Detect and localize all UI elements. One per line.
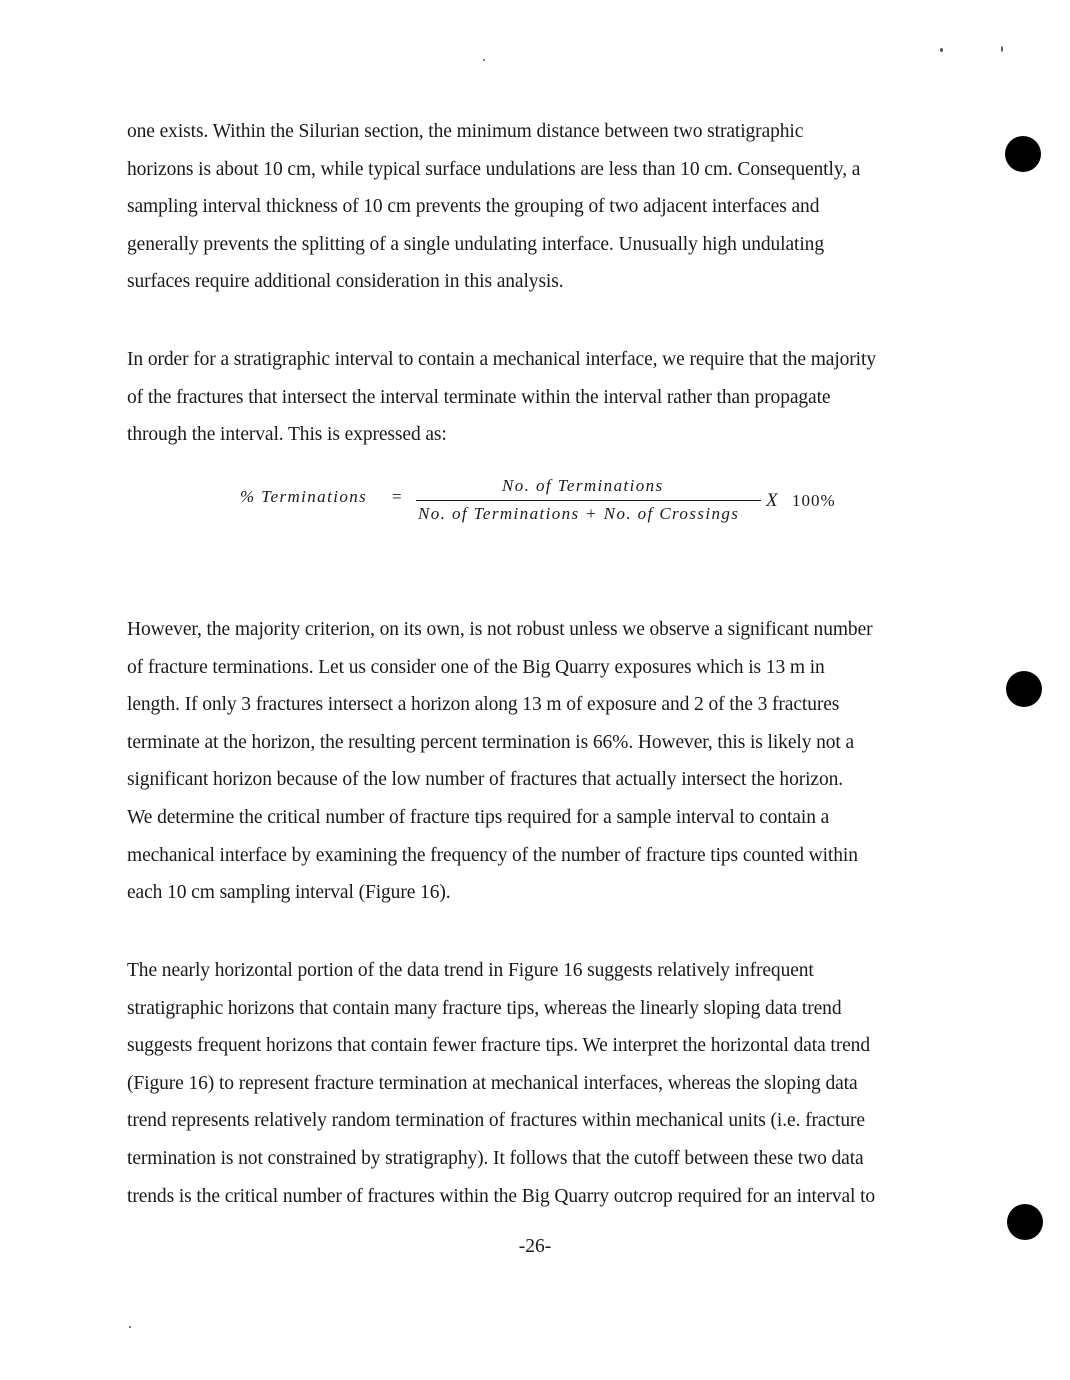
scan-speck [483, 59, 485, 61]
text-line: through the interval. This is expressed as: [127, 424, 447, 446]
text-line: termination is not constrained by stratigraphy). It follows that the cutoff between these two data [127, 1147, 864, 1169]
page-number: -26- [518, 1236, 552, 1257]
paragraph-1 [127, 113, 957, 301]
scan-speck [1001, 46, 1003, 52]
text-line: suggests frequent horizons that contain fewer fracture tips. We interpret the horizontal data trend [127, 1035, 870, 1057]
text-line: trends is the critical number of fractures within the Big Quarry outcrop required for an interval to [127, 1185, 876, 1207]
text-line: However, the majority criterion, on its own, is not robust unless we observe a significant number [127, 619, 873, 640]
equation-lhs: % Terminations [240, 487, 368, 506]
text-line: surfaces require additional consideration in this analysis. [127, 271, 564, 293]
text-line: one exists. Within the Silurian section, the minimum distance between two stratigraphic [127, 121, 804, 142]
text-line: generally prevents the splitting of a single undulating interface. Unusually high undulating [127, 233, 824, 255]
paragraph-3 [127, 611, 957, 912]
equation-equals-sign: = [392, 487, 402, 506]
text-line: mechanical interface by examining the frequency of the number of fracture tips counted within [127, 844, 858, 866]
text-line: In order for a stratigraphic interval to contain a mechanical interface, we require that the majority [127, 349, 876, 370]
equation-multiplier: X [766, 490, 778, 511]
text-line: trend represents relatively random termination of fractures within mechanical units (i.e. fracture [127, 1110, 865, 1132]
fraction-bar [416, 500, 761, 501]
text-line: length. If only 3 fractures intersect a horizon along 13 m of exposure and 2 of the 3 fractures [127, 694, 840, 716]
scan-speck [940, 48, 943, 52]
paragraph-4 [127, 952, 957, 1215]
equation-numerator: No. of Terminations [502, 476, 664, 495]
text-line: stratigraphic horizons that contain many fracture tips, whereas the linearly sloping data trend [127, 997, 842, 1019]
punch-hole [1005, 136, 1041, 172]
text-line: of the fractures that intersect the interval terminate within the interval rather than propagate [127, 386, 831, 408]
text-line: horizons is about 10 cm, while typical surface undulations are less than 10 cm. Consequently, a [127, 158, 861, 180]
equation-denominator: No. of Terminations + No. of Crossings [418, 504, 740, 523]
text-line: (Figure 16) to represent fracture termination at mechanical interfaces, whereas the sloping data [127, 1072, 858, 1094]
equation-factor: 100% [792, 491, 836, 510]
punch-hole [1006, 671, 1042, 707]
text-line: each 10 cm sampling interval (Figure 16). [127, 882, 451, 904]
text-line: We determine the critical number of fracture tips required for a sample interval to contain a [127, 806, 830, 828]
termination-equation [240, 470, 860, 540]
text-line: The nearly horizontal portion of the data trend in Figure 16 suggests relatively infrequent [127, 960, 814, 981]
paragraph-2 [127, 341, 957, 454]
text-line: significant horizon because of the low number of fractures that actually intersect the horizon. [127, 769, 844, 791]
text-line: of fracture terminations. Let us consider one of the Big Quarry exposures which is 13 m in [127, 656, 825, 678]
scan-speck [129, 1326, 131, 1328]
text-line: sampling interval thickness of 10 cm prevents the grouping of two adjacent interfaces and [127, 196, 820, 218]
text-line: terminate at the horizon, the resulting percent termination is 66%. However, this is likely not a [127, 731, 855, 753]
punch-hole [1007, 1204, 1043, 1240]
